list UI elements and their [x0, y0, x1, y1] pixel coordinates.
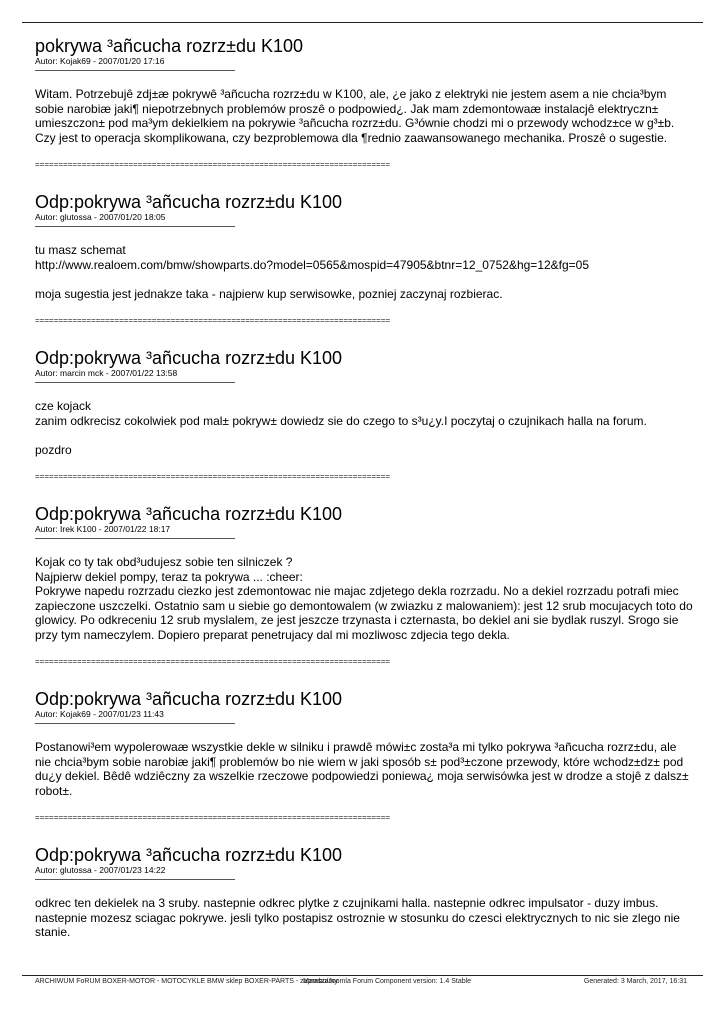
meta-divider: [35, 723, 235, 724]
meta-divider: [35, 538, 235, 539]
post-paragraph: Postanowi³em wypolerowaæ wszystkie dekle w silniku i prawdê mówi±c zosta³a mi tylko pokrywa ³añcucha rozrz±du, ale nie chcia³bym sobie narobiæ jaki¶ problemów bo nie wiem w jaki sposób s± pod³±czone przewody, które wchodz±dz± pod du¿y dekiel. Bêdê wdziêczny za wszelkie rzeczowe podpowiedzi poniewa¿ moja serwisówka jest w drodze a stojê z dalsz± robot±.: [35, 740, 689, 798]
post-title: Odp:pokrywa ³añcucha rozrz±du K100: [35, 347, 343, 368]
post-author-date: Autor: Kojak69 - 2007/01/20 17:16: [35, 56, 165, 66]
post-paragraph: moja sugestia jest jednakze taka - najpierw kup serwisowke, pozniej zaczynaj rozbierac.: [35, 286, 503, 301]
meta-divider: [35, 382, 235, 383]
post-paragraph: Witam. Potrzebujê zdj±æ pokrywê ³añcucha rozrz±du w K100, ale, ¿e jako z elektryki nie jestem asem a nie chcia³bym sobie narobiæ jaki¶ niepotrzebnych problemów proszê o podpowied¿. Jak mam zdemontowaæ instalacjê elektryczn± umieszczon± pod ma³ym dekielkiem na pokrywie ³añcucha rozrz±du. G³ównie chodzi mi o przewody wchodz±ce w g³±b. Czy jest to operacja skomplikowana, czy bezproblemowa dla ¶rednio zaawansowanego mechanika. Proszê o sugestie.: [35, 87, 675, 145]
post-paragraph: pozdro: [35, 442, 72, 457]
post-paragraph: tu masz schemat http://www.realoem.com/bmw/showparts.do?model=0565&mospid=47905&btnr=12_0752&hg=12&fg=05: [35, 242, 590, 272]
post: [35, 845, 695, 940]
post-title: pokrywa ³añcucha rozrz±du K100: [35, 36, 304, 56]
post-paragraph: odkrec ten dekielek na 3 sruby. nastepnie odkrec plytke z czujnikami halla. nastepnie odkrec impulsator - duzy imbus. nastepnie mozesz sciagac pokrywe. jesli tylko postapisz ostroznie w stosunku do czesci elektrycznych to nic sie zlego nie stanie.: [35, 896, 680, 940]
post: [35, 504, 695, 667]
post-paragraph: cze kojack zanim odkrecisz cokolwiek pod mal± pokryw± dowiedz sie do czego to s³u¿y.I poczytaj o czujnikach halla na forum.: [35, 398, 647, 428]
post-title: Odp:pokrywa ³añcucha rozrz±du K100: [35, 845, 343, 866]
post-title: Odp:pokrywa ³añcucha rozrz±du K100: [35, 689, 343, 710]
post-body: [35, 555, 695, 643]
thread-content: [35, 36, 695, 962]
page-footer: [35, 977, 695, 989]
post-author-date: Autor: Irek K100 - 2007/01/22 18:17: [35, 523, 171, 534]
footer-rule: [22, 975, 703, 976]
post-title: Odp:pokrywa ³añcucha rozrz±du K100: [35, 503, 343, 524]
post: [35, 348, 695, 482]
post-body: [35, 87, 695, 145]
post-body: [35, 896, 695, 940]
post-author-date: Autor: Kojak69 - 2007/01/23 11:43: [35, 709, 164, 720]
post: [35, 689, 695, 823]
post: [35, 36, 695, 170]
post-author-date: Autor: glutossa - 2007/01/20 18:05: [35, 211, 166, 222]
top-rule: [22, 22, 703, 23]
post-body: [35, 740, 695, 798]
post-author-date: Autor: glutossa - 2007/01/23 14:22: [35, 865, 166, 876]
footer-component-version: Mambo/Joomla Forum Component version: 1.4 Stable: [303, 978, 472, 985]
post: [35, 192, 695, 326]
post-separator: ============================================================================: [35, 813, 391, 823]
post-paragraph: Kojak co ty tak obd³udujesz sobie ten silniczek ? Najpierw dekiel pompy, teraz ta pokrywa ... :cheer: Pokrywe napedu rozrzadu ciezko jest zdemontowac nie majac zdjetego dekla rozrzadu. No a dekiel rozrzadu potrafi miec zapieczone uszczelki. Ostatnio sam u siebie go demontowalem (w zwiazku z malowaniem): jest 12 srub mocujacych toto do glowicy. Po odkreceniu 12 srub myslalem, ze jest jeszcze trzynasta i czternasta, bo dekiel ani sie bydlak ruszyl. Srogo sie przy tym nameczylem. Dopiero preparat penetrujacy dal mi mozliwosc zdjecia tego dekla.: [35, 554, 693, 642]
footer-site-name: ARCHIWUM FoRUM BOXER-MOTOR - MOTOCYKLE BMW sklep BOXER-PARTS - zapraszamy: [35, 978, 338, 985]
post-separator: ============================================================================: [35, 471, 391, 481]
footer-generated-date: Generated: 3 March, 2017, 16:31: [583, 978, 687, 985]
post-body: [35, 399, 695, 457]
meta-divider: [35, 879, 235, 880]
post-separator: ============================================================================: [35, 657, 391, 667]
post-author-date: Autor: marcin mck - 2007/01/22 13:58: [35, 367, 178, 378]
post-body: [35, 243, 695, 301]
post-separator: ============================================================================: [35, 315, 391, 325]
post-title: Odp:pokrywa ³añcucha rozrz±du K100: [35, 191, 343, 212]
meta-divider: [35, 226, 235, 227]
post-separator: ============================================================================: [35, 159, 391, 169]
meta-divider: [35, 70, 235, 71]
